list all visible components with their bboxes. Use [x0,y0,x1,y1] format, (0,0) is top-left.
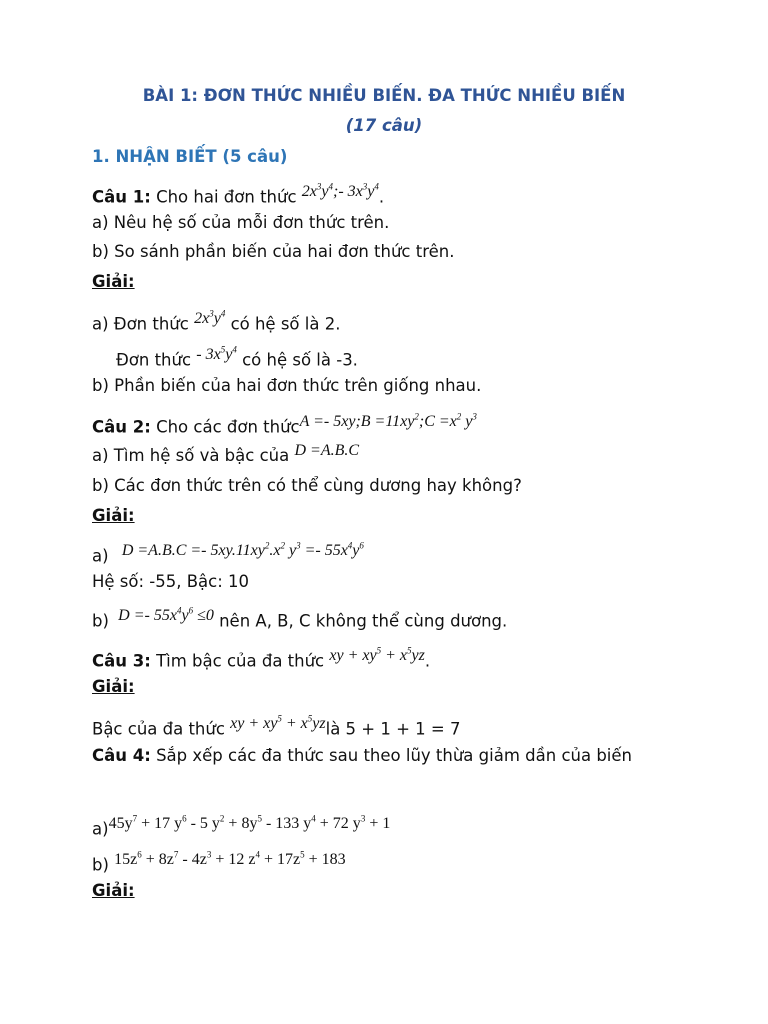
math-expression: $15z^6 + 8z^7 - 4z^3 + 12$ $z^4 + 17z^5 + 183$ [114,850,346,869]
answer-text: b) [92,611,109,631]
answer-text: a) [92,819,109,839]
math-expression: $2x^3y^4$ [194,309,226,328]
solution-label: Giải: [92,677,135,696]
answer-text: có hệ số là 2. [230,314,341,334]
question-text: Tìm bậc của đa thức [156,651,325,671]
answer-1-b: b) Phần biến của hai đơn thức trên giống nhau. [92,376,482,395]
answer-text: b) [92,855,109,875]
question-1: Câu 1: Cho hai đơn thức $2x^3y^4;-$ $3x^3y^4$. [92,182,385,207]
solution-label: Giải: [92,506,135,525]
question-text: a) Tìm hệ số và bậc của [92,446,290,465]
question-text: Sắp xếp các đa thức sau theo lũy thừa giảm dần của biến [156,746,632,765]
question-text: Cho hai đơn thức [156,187,297,207]
solution-label: Giải: [92,881,135,900]
question-label: Câu 1: [92,187,151,207]
document-title: BÀI 1: ĐƠN THỨC NHIỀU BIẾN. ĐA THỨC NHIỀU BIẾN [142,86,626,105]
question-3: Câu 3: Tìm bậc của đa thức xy + $xy^5 + x^5yz$. [92,646,431,671]
answer-2-a [92,541,364,568]
answer-text: là 5 + 1 + 1 = 7 [325,719,461,739]
answer-2-b [92,606,507,633]
question-1-part-b: b) So sánh phần biến của hai đơn thức trên. [92,242,455,261]
math-expression: - $3x^5y^4$ [196,345,237,364]
math-expression: $2x^3y^4;-$ $3x^3y^4$ [301,182,379,201]
math-expression: D =A.B.C [294,442,360,459]
math-expression: xy + $xy^5 + x^5yz$ [230,714,326,733]
answer-1-a [92,309,340,336]
math-expression: $45y^7 + 17$ $y^6 - 5$ $y^2 + 8y^5 - 133$ $y^4 + 72$ $y^3 + 1$ [108,814,391,833]
answer-text: a) Đơn thức [92,314,189,334]
question-2 [92,412,477,439]
answer-3 [92,714,461,741]
question-4-part-b [92,850,346,877]
section-heading: 1. NHẬN BIẾT (5 câu) [92,147,288,166]
answer-text: Đơn thức [116,350,192,370]
math-expression: $D =A.B.C =- 5xy.11xy^2.x^2$ $y^3 =- 55x^4y^6$ [121,541,364,560]
answer-2-coef: Hệ số: -55, Bậc: 10 [92,572,250,591]
question-1-part-a: a) Nêu hệ số của mỗi đơn thức trên. [92,213,390,232]
answer-text: a) [92,546,109,566]
document-subtitle: (17 câu) [345,116,423,135]
math-expression: A =- 5xy;B $=11xy^2;C =x^2$ $y^3$ [299,412,477,431]
question-label: Câu 4: [92,746,151,765]
answer-text: nên A, B, C không thể cùng dương. [219,611,508,631]
question-label: Câu 3: [92,651,151,671]
question-text: Cho các đơn thức [156,417,300,437]
answer-text: Bậc của đa thức [92,719,225,739]
solution-label: Giải: [92,272,135,291]
math-expression: xy + $xy^5 + x^5yz$ [329,646,425,665]
question-2-part-b: b) Các đơn thức trên có thể cùng dương hay không? [92,476,522,495]
question-4 [92,741,674,771]
answer-text: có hệ số là -3. [242,350,358,370]
question-2-part-a [92,442,360,468]
question-label: Câu 2: [92,417,151,437]
question-4-part-a [92,814,390,841]
math-expression: $D =- 55x^4y^6 \le 0$ [118,606,214,625]
answer-1-a2 [116,345,358,372]
